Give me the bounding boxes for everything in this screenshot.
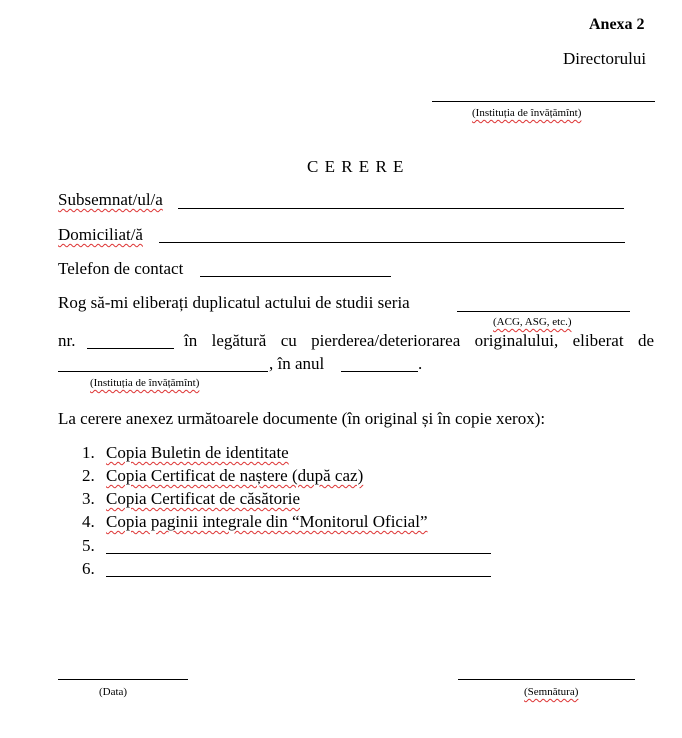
signature-field[interactable]	[458, 679, 635, 680]
date-label: (Data)	[99, 686, 128, 698]
phone-label: Telefon de contact	[58, 259, 184, 278]
list-item-text: Copia Certificat de căsătorie	[106, 489, 300, 508]
year-field[interactable]	[341, 371, 418, 372]
list-item-number: 2.	[82, 466, 95, 485]
year-label: , în anul	[269, 354, 325, 373]
list-item	[82, 443, 289, 463]
institution-line[interactable]	[432, 101, 655, 102]
attachment-6-field[interactable]	[106, 576, 491, 577]
list-item	[82, 489, 300, 509]
list-item	[82, 512, 428, 532]
list-item	[82, 559, 106, 579]
list-item-text: Copia paginii integrale din “Monitorul Oficial”	[106, 512, 428, 531]
page-title: C E R E R E	[307, 157, 405, 176]
list-item-number: 6.	[82, 559, 95, 578]
institution-hint: (Instituția de învățămînt)	[472, 107, 582, 119]
reason-text: în legătură cu pierderea/deteriorarea originalului, eliberat de	[184, 331, 654, 350]
list-item-text: Copia Buletin de identitate	[106, 443, 289, 462]
addressee: Directorului	[563, 49, 647, 68]
list-item-text: Copia Certificat de naștere (după caz)	[106, 466, 364, 485]
attachments-intro: La cerere anexez următoarele documente (în original și în copie xerox):	[58, 409, 546, 428]
nr-label: nr.	[58, 331, 76, 350]
year-period: .	[418, 354, 423, 373]
series-field[interactable]	[457, 311, 630, 312]
list-item-number: 4.	[82, 512, 95, 531]
list-item-number: 1.	[82, 443, 95, 462]
nr-field[interactable]	[87, 348, 174, 349]
issuer-field[interactable]	[58, 371, 268, 372]
name-field[interactable]	[178, 208, 624, 209]
address-label: Domiciliat/ă	[58, 225, 143, 244]
address-field[interactable]	[159, 242, 625, 243]
list-item	[82, 536, 106, 556]
name-label: Subsemnat/ul/a	[58, 190, 163, 209]
attachment-5-field[interactable]	[106, 553, 491, 554]
list-item-number: 5.	[82, 536, 95, 555]
request-text: Rog să-mi eliberați duplicatul actului de studii seria	[58, 293, 410, 312]
list-item-number: 3.	[82, 489, 95, 508]
phone-field[interactable]	[200, 276, 391, 277]
series-hint: (ACG, ASG, etc.)	[493, 316, 572, 328]
date-field[interactable]	[58, 679, 188, 680]
annex-label: Anexa 2	[589, 16, 645, 33]
list-item	[82, 466, 363, 486]
issuer-hint: (Instituția de învățămînt)	[90, 377, 200, 389]
signature-label: (Semnătura)	[524, 686, 579, 698]
